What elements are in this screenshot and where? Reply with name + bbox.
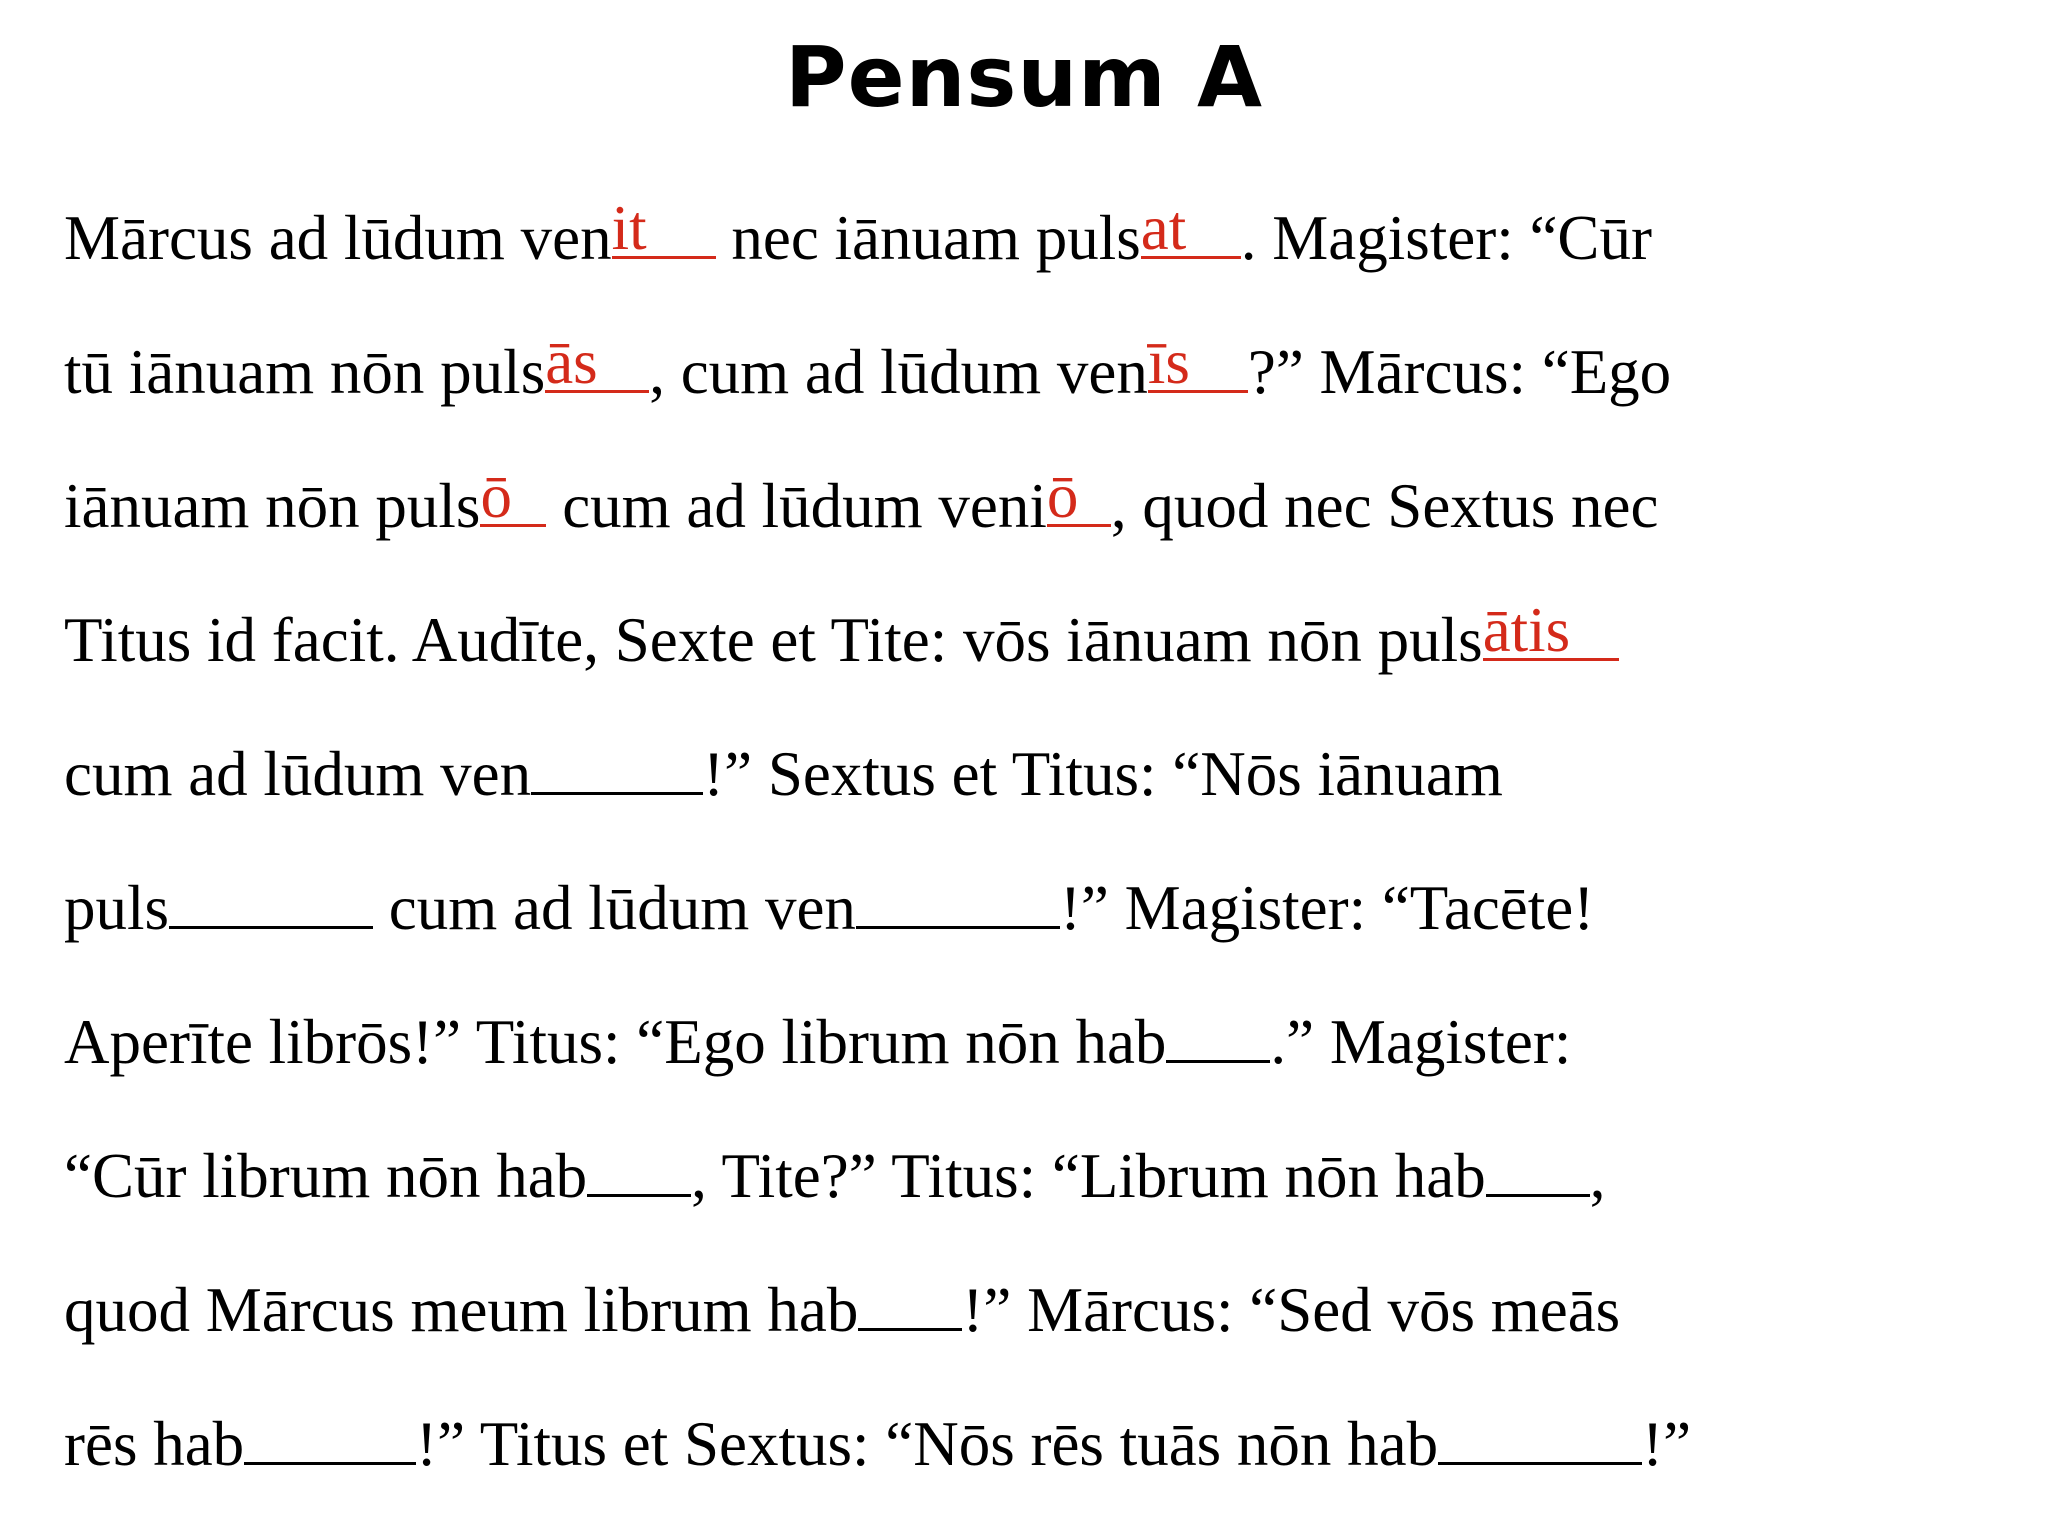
answer-blank[interactable] (1140, 193, 1241, 263)
answer-blank[interactable] (1046, 461, 1111, 531)
answer-blank[interactable] (545, 327, 649, 397)
text-line-9 (64, 1275, 1621, 1345)
text-line-2 (64, 327, 1672, 407)
filled-answer: ō (1046, 461, 1079, 531)
text-segment: quod Mārcus meum librum hab (64, 1275, 859, 1345)
text-segment: puls (64, 873, 170, 943)
answer-blank[interactable] (858, 1276, 962, 1331)
answer-blank[interactable] (244, 1410, 416, 1465)
text-line-4 (64, 595, 1619, 675)
filled-answer: ās (545, 327, 598, 397)
text-segment: !” Sextus et Titus: “Nōs iānuam (703, 739, 1503, 809)
text-segment: !” Magister: “Tacēte! (1059, 873, 1595, 943)
text-segment: Titus id facit. Audīte, Sexte et Tite: vōs iānuam nōn puls (64, 605, 1483, 675)
text-line-6 (64, 873, 1595, 943)
answer-blank[interactable] (856, 874, 1060, 929)
text-segment: cum ad lūdum veni (546, 471, 1047, 541)
answer-blank[interactable] (169, 874, 373, 929)
text-line-7 (64, 1007, 1572, 1077)
answer-blank[interactable] (1438, 1410, 1642, 1465)
filled-answer: ātis (1482, 595, 1571, 665)
text-segment: !” (1642, 1409, 1692, 1479)
text-segment: , quod nec Sextus nec (1110, 471, 1659, 541)
text-segment: iānuam nōn puls (64, 471, 481, 541)
text-line-5 (64, 739, 1503, 809)
answer-blank[interactable] (480, 461, 546, 531)
text-segment: . Magister: “Cūr (1240, 203, 1652, 273)
text-line-1 (64, 193, 1652, 273)
filled-answer: ō (480, 461, 512, 531)
answer-blank[interactable] (611, 193, 716, 263)
text-segment: , Tite?” Titus: “Librum nōn hab (691, 1141, 1486, 1211)
text-segment: cum ad lūdum ven (64, 739, 532, 809)
text-segment: ?” Mārcus: “Ego (1247, 337, 1672, 407)
text-segment: “Cūr librum nōn hab (64, 1141, 588, 1211)
text-segment: nec iānuam puls (715, 203, 1141, 273)
answer-blank[interactable] (587, 1142, 691, 1197)
text-segment: , cum ad lūdum ven (649, 337, 1148, 407)
text-segment: rēs hab (64, 1409, 245, 1479)
text-segment: Aperīte librōs!” Titus: “Ego librum nōn hab (64, 1007, 1167, 1077)
filled-answer: it (611, 193, 647, 263)
answer-blank[interactable] (1147, 327, 1248, 397)
answer-blank[interactable] (1486, 1142, 1590, 1197)
filled-answer: at (1140, 193, 1187, 263)
text-segment: .” Magister: (1270, 1007, 1572, 1077)
page-title: Pensum A (785, 28, 1263, 126)
answer-blank[interactable] (1482, 595, 1619, 665)
text-line-10 (64, 1409, 1692, 1479)
answer-blank[interactable] (1166, 1008, 1270, 1063)
text-line-8 (64, 1141, 1606, 1211)
text-line-3 (64, 461, 1659, 541)
filled-answer: īs (1147, 327, 1190, 397)
answer-blank[interactable] (531, 740, 703, 795)
text-segment: !” Mārcus: “Sed vōs meās (962, 1275, 1621, 1345)
text-segment: !” Titus et Sextus: “Nōs rēs tuās nōn hab (416, 1409, 1439, 1479)
text-segment: Mārcus ad lūdum ven (64, 203, 612, 273)
text-segment: , (1589, 1141, 1606, 1211)
text-segment: cum ad lūdum ven (373, 873, 856, 943)
text-segment: tū iānuam nōn puls (64, 337, 546, 407)
